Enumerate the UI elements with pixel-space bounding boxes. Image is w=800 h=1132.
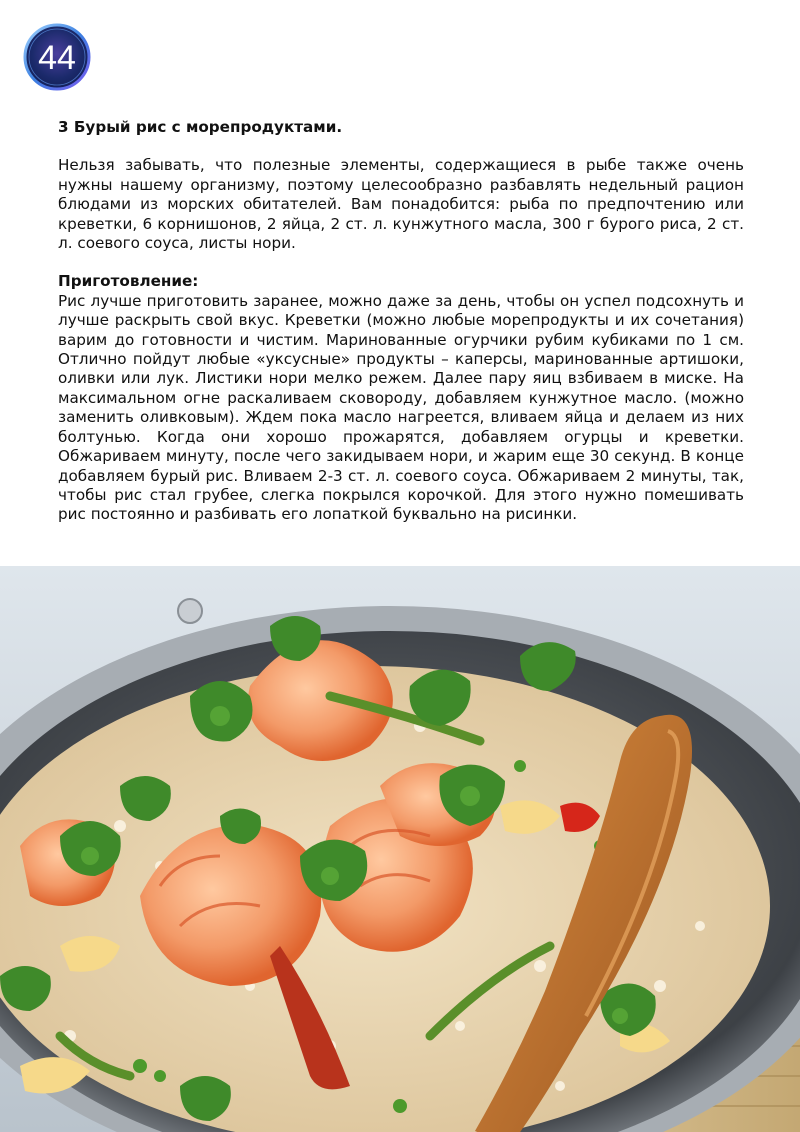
fried-rice-wok-image — [0, 566, 800, 1132]
recipe-intro: Нельзя забывать, что полезные элементы, содержащиеся в рыбе также очень нужны нашему организму, поэтому целесообразно разбавлять недельный рацион блюдами из морских обитателей. Вам понадобится: рыба по предпочтению или креветки, 6 корнишонов, 2 яйца, 2 ст. л. кунжутного масла, 300 г бурого риса, 2 ст. л. соевого соуса, листы нори. — [58, 156, 744, 253]
page-number: 44 — [38, 39, 76, 77]
page-number-badge — [22, 22, 92, 92]
preparation-heading: Приготовление: — [58, 272, 199, 291]
recipe-title: 3 Бурый рис с морепродуктами. — [58, 118, 343, 136]
dish-photo — [0, 566, 800, 1132]
article — [58, 118, 744, 525]
badge-circle-icon — [22, 22, 92, 92]
preparation-text: Рис лучше приготовить заранее, можно даже за день, чтобы он успел подсохнуть и лучше раскрыть свой вкус. Креветки (можно любые морепродукты и их сочетания) варим до готовности и чистим. Маринованные огурчики рубим кубиками по 1 см. Отлично пойдут любые «уксусные» продукты – каперсы, маринованные артишоки, оливки или лук. Листики нори мелко режем. Далее пару яиц взбиваем в миске. На максимальном огне раскаливаем сковороду, добавляем кунжутное масло. (можно заменить оливковым). Ждем пока масло нагреется, вливаем яйца и делаем из них болтунью. Когда они хорошо прожарятся, добавляем огурцы и креветки. Обжариваем минуту, после чего закидываем нори, и жарим еще 30 секунд. В конце добавляем бурый рис. Вливаем 2-3 ст. л. соевого соуса. Обжариваем 2 минуты, так, чтобы рис стал грубее, слегка покрылся корочкой. Для этого нужно помешивать рис постоянно и разбивать его лопаткой буквально на рисинки. — [58, 291, 744, 524]
